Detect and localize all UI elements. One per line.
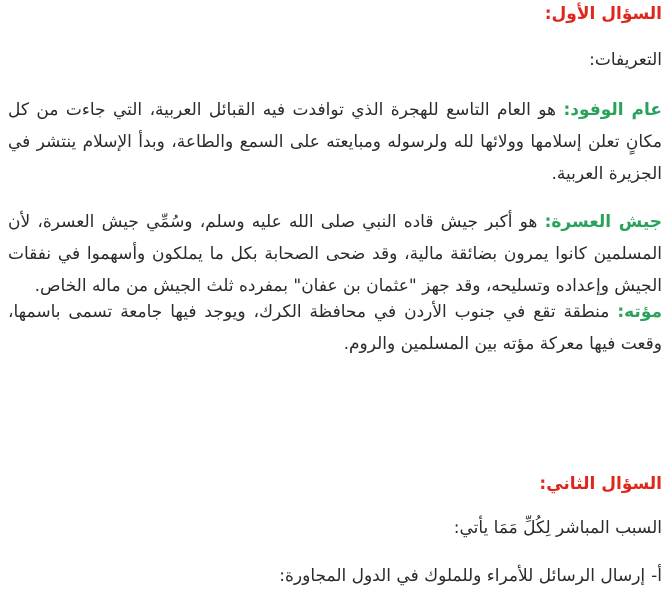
definition-text: منطقة تقع في جنوب الأردن في محافظة الكرك، ويوجد فيها جامعة تسمى باسمها، وقعت فيها معركة مؤته بين المسلمين والروم. — [8, 302, 662, 354]
definitions-intro: التعريفات: — [589, 50, 662, 70]
definition-paragraph-3 — [8, 296, 662, 360]
list-item-marker: أ- — [651, 566, 662, 586]
question-1-heading: السؤال الأول: — [544, 4, 662, 24]
list-item-text: إرسال الرسائل للأمراء وللملوك في الدول المجاورة: — [279, 566, 646, 586]
definition-term: جيش العسرة: — [544, 212, 663, 232]
list-item — [8, 566, 662, 586]
question-2-intro: السبب المباشر لِكُلِّ مَمَا يأتي: — [453, 518, 662, 538]
question-2-heading: السؤال الثاني: — [539, 474, 662, 494]
definition-term: عام الوفود: — [563, 100, 663, 120]
definition-term: مؤته: — [617, 302, 663, 322]
definition-paragraph-2 — [8, 206, 662, 302]
definition-text: هو العام التاسع للهجرة الذي توافدت فيه القبائل العربية، التي جاءت من كل مكانٍ تعلن إسلامها وولائها لله ولرسوله ومبايعته على السمع والطاعة، وبدأ الإسلام ينتشر في الجزيرة العربية. — [8, 100, 662, 184]
definition-text: هو أكبر جيش قاده النبي صلى الله عليه وسلم، وسُمِّي جيش العسرة، لأن المسلمين كانوا يمرون بضائقة مالية، وقد ضحى الصحابة بكل ما يملكون وأسهموا في نفقات الجيش وإعداده وتسليحه، وقد جهز "عثمان بن عفان" بمفرده ثلث الجيش من ماله الخاص. — [8, 212, 662, 296]
definition-paragraph-1 — [8, 94, 662, 190]
